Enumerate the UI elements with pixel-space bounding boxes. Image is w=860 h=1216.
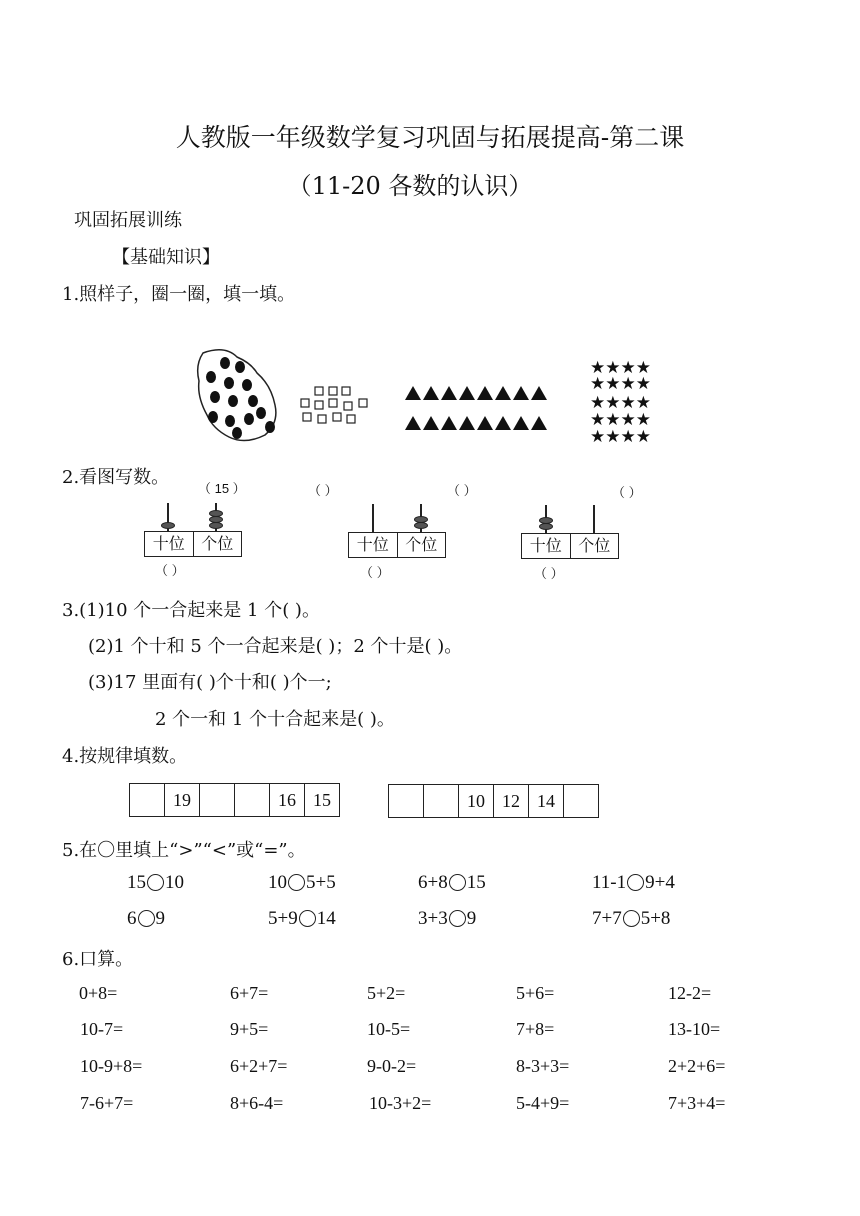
abacus-answer-bottom-2: （ ） <box>360 565 390 580</box>
calc-item: 9+5= <box>230 1019 269 1039</box>
calc-item: 12-2= <box>668 983 712 1003</box>
calc-item: 8-3+3= <box>516 1056 570 1076</box>
sequence-cell[interactable] <box>130 784 164 816</box>
abacus-answer-bottom-3: （ ） <box>534 566 564 581</box>
calc-item: 8+6-4= <box>230 1093 284 1113</box>
calc-item: 7-6+7= <box>80 1093 134 1113</box>
svg-text:★★★★: ★★★★ <box>590 393 651 413</box>
compare-item: 5+9 14 <box>268 908 336 929</box>
compare-item: 7+7 5+8 <box>592 908 671 929</box>
q1-prompt: 1.照样子，圈一圈，填一填。 <box>62 284 296 305</box>
calc-item: 6+7= <box>230 983 269 1003</box>
svg-text:★★★★: ★★★★ <box>590 427 651 447</box>
ones-label: 个位 <box>397 533 446 557</box>
compare-item: 6+8 15 <box>418 872 486 893</box>
sequence-cell: 15 <box>304 784 339 816</box>
calc-item: 10-5= <box>367 1019 411 1039</box>
sequence-cell: 14 <box>528 785 563 817</box>
sequence-cell[interactable] <box>563 785 598 817</box>
abacus-answer-top-1: （ 15 ） <box>198 481 246 496</box>
calc-item: 13-10= <box>668 1019 721 1039</box>
calc-item: 2+2+6= <box>668 1056 726 1076</box>
compare-circle[interactable] <box>138 910 155 927</box>
tens-label: 十位 <box>152 534 185 553</box>
q3-line-2: (2)1 个十和 5 个一合起来是( )；2 个十是( )。 <box>88 636 463 657</box>
compare-item: 10 5+5 <box>268 872 336 893</box>
calc-item: 5+2= <box>367 983 406 1003</box>
compare-item: 3+3 9 <box>418 908 477 929</box>
calc-item: 10-3+2= <box>369 1093 432 1113</box>
abacus-answer-top-2: （ ） <box>308 483 338 498</box>
page-title: 人教版一年级数学复习巩固与拓展提高-第二课 <box>175 123 685 152</box>
sequence-row-2 <box>388 784 599 818</box>
q6-prompt: 6.口算。 <box>62 949 134 970</box>
sequence-cell[interactable] <box>423 785 458 817</box>
svg-text:★★★★: ★★★★ <box>590 358 651 378</box>
calc-item: 7+3+4= <box>668 1093 726 1113</box>
sequence-row-1 <box>129 783 340 817</box>
q5-prompt: 5.在〇里填上“>”“<”或“=”。 <box>62 840 306 861</box>
stars-group <box>590 358 651 447</box>
q3-line-4: 2 个一和 1 个十合起来是( )。 <box>155 709 395 730</box>
compare-circle[interactable] <box>449 874 466 891</box>
compare-circle[interactable] <box>288 874 305 891</box>
ones-label: 个位 <box>193 532 242 556</box>
compare-circle[interactable] <box>147 874 164 891</box>
dots-group <box>206 357 275 439</box>
tens-label: 十位 <box>529 536 562 555</box>
page-subtitle: （11-20 各数的认识） <box>287 172 533 200</box>
svg-text:★★★★: ★★★★ <box>590 374 651 394</box>
section-heading: 巩固拓展训练 <box>74 210 182 231</box>
abacus-answer-top-4: （ ） <box>612 485 642 500</box>
calc-item: 9-0-2= <box>367 1056 417 1076</box>
compare-item: 11-1 9+4 <box>592 872 675 893</box>
calc-item: 6+2+7= <box>230 1056 288 1076</box>
triangles-group <box>405 386 547 430</box>
q3-line-3: (3)17 里面有( )个十和( )个一; <box>88 672 332 693</box>
calc-item: 10-7= <box>80 1019 124 1039</box>
sequence-cell: 10 <box>458 785 493 817</box>
calc-item: 5+6= <box>516 983 555 1003</box>
tens-label: 十位 <box>356 535 389 554</box>
sequence-cell[interactable] <box>199 784 234 816</box>
svg-text:★★★★: ★★★★ <box>590 410 651 430</box>
q2-prompt: 2.看图写数。 <box>62 467 170 488</box>
compare-item: 15 10 <box>127 872 184 893</box>
sequence-cell: 12 <box>493 785 528 817</box>
calc-item: 10-9+8= <box>80 1056 143 1076</box>
calc-item: 7+8= <box>516 1019 555 1039</box>
compare-circle[interactable] <box>449 910 466 927</box>
abacus-answer-top-3: （ ） <box>447 483 477 498</box>
abacus-answer-bottom-1: （ ） <box>155 563 185 578</box>
sequence-cell[interactable] <box>234 784 269 816</box>
q3-line-1: 3.(1)10 个一合起来是 1 个( )。 <box>62 600 320 621</box>
compare-circle[interactable] <box>299 910 316 927</box>
q1-figures <box>185 345 665 455</box>
compare-item: 6 9 <box>127 908 165 929</box>
sequence-cell: 19 <box>164 784 199 816</box>
sequence-cell: 16 <box>269 784 304 816</box>
q4-prompt: 4.按规律填数。 <box>62 746 188 767</box>
calc-item: 5-4+9= <box>516 1093 570 1113</box>
squares-group <box>301 387 367 423</box>
compare-circle[interactable] <box>627 874 644 891</box>
ones-label: 个位 <box>570 534 619 558</box>
compare-circle[interactable] <box>623 910 640 927</box>
sequence-cell[interactable] <box>389 785 423 817</box>
subsection-heading: 【基础知识】 <box>112 247 220 268</box>
calc-item: 0+8= <box>79 983 118 1003</box>
